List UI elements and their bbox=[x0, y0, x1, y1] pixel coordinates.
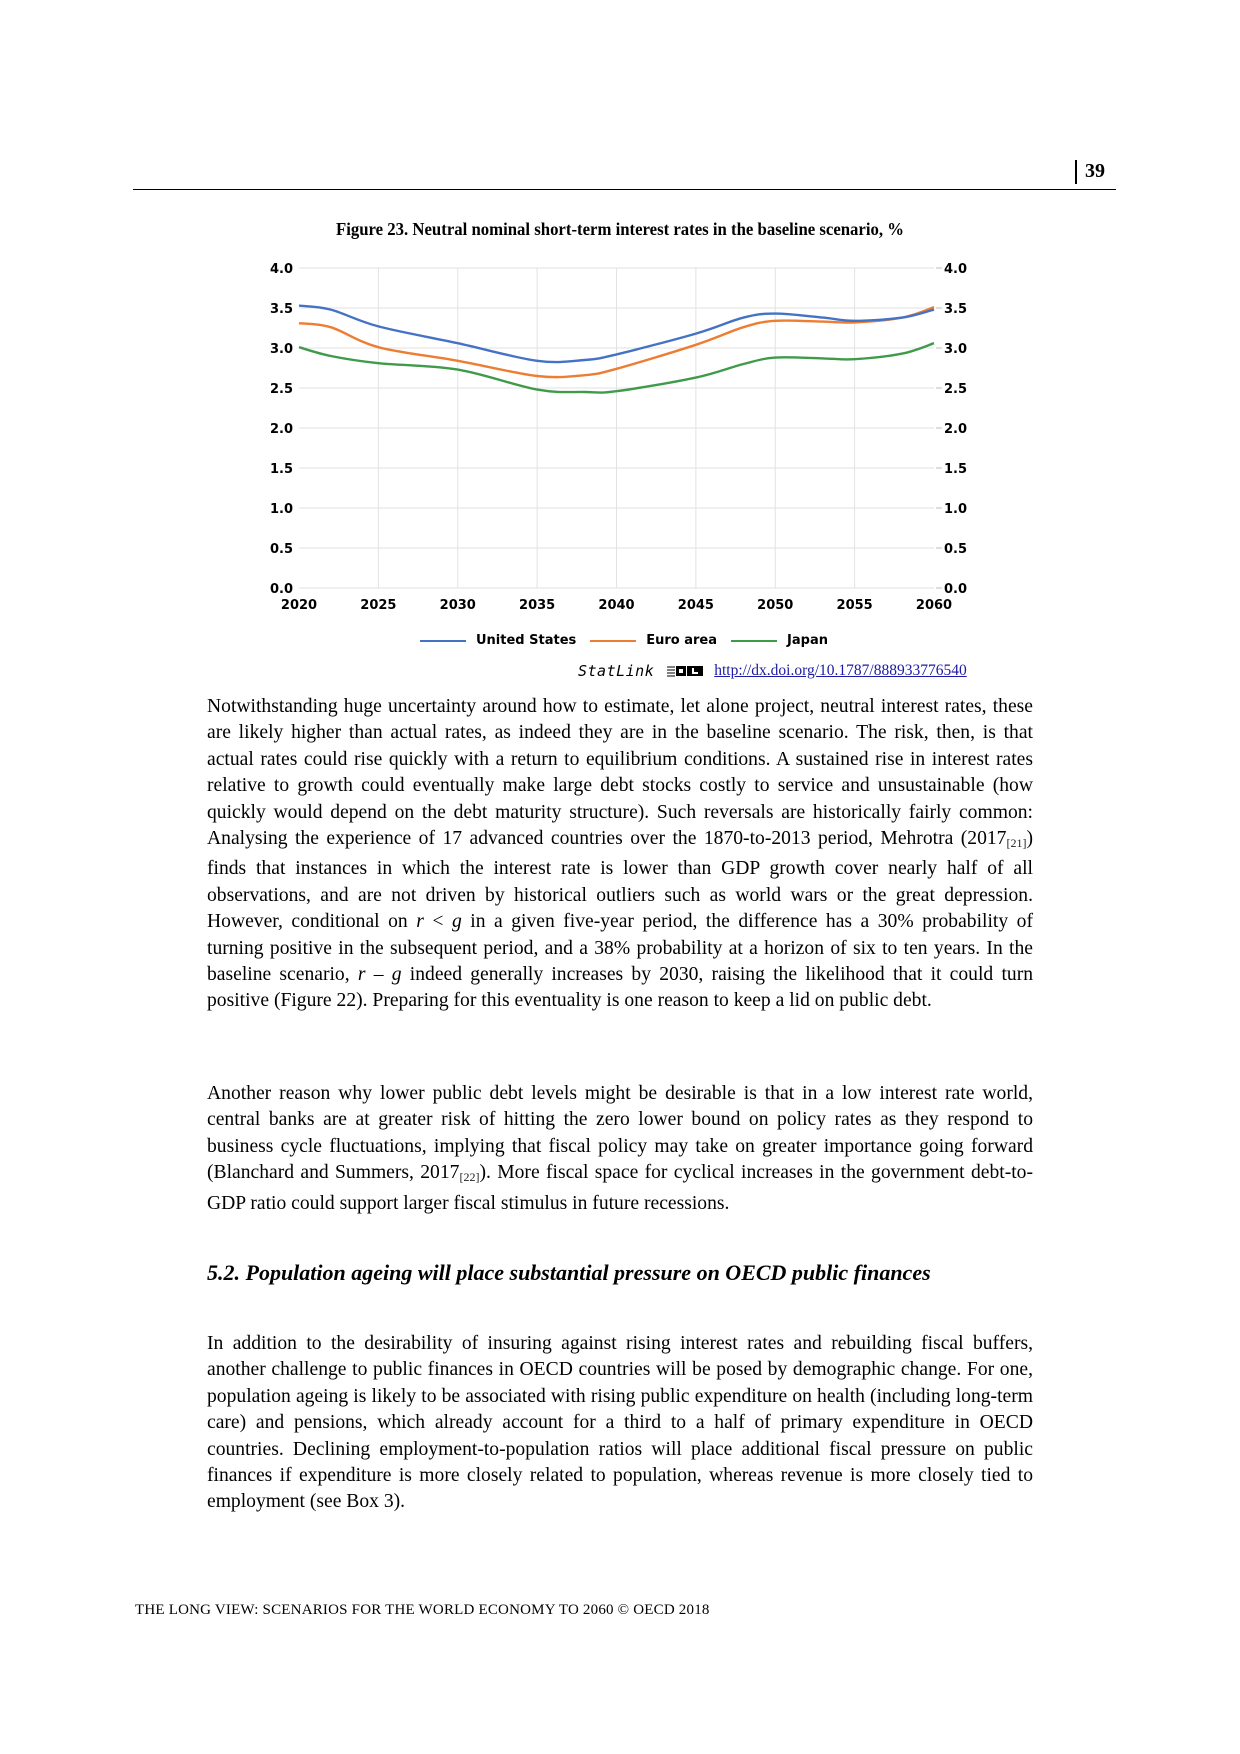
x-tick-label: 2020 bbox=[280, 598, 318, 613]
y-tick-label-right: 4.0 bbox=[944, 262, 968, 277]
citation-ref-22[interactable]: [22] bbox=[459, 1170, 480, 1185]
x-tick-label: 2045 bbox=[677, 598, 714, 613]
page-number: 39 bbox=[1075, 160, 1105, 184]
p1-text-a: Notwithstanding huge uncertainty around how to estimate, let alone project, neutral interest rates, these are likely higher than actual rates, as indeed they are in the baseline scenario. The risk, then, is that actual rates could rise quickly with a return to equilibrium conditions. A sustained rise in interest rates relative to growth could eventually make large debt stocks costly to service and unsustainable (how quickly would depend on the debt maturity structure). Such reversals are historically fairly common: Analysing the experience of 17 advanced countries over the 1870-to-2013 period, Mehrotra (2017 bbox=[207, 696, 1033, 850]
y-tick-label-right: 3.5 bbox=[944, 302, 968, 317]
y-tick-label-left: 0.0 bbox=[270, 582, 294, 597]
legend-swatch-euro-area bbox=[590, 640, 636, 642]
x-tick-label: 2030 bbox=[439, 598, 476, 613]
x-tick-label: 2060 bbox=[915, 598, 953, 613]
page-footer: THE LONG VIEW: SCENARIOS FOR THE WORLD ECONOMY TO 2060 © OECD 2018 bbox=[135, 1602, 710, 1618]
paragraph-1 bbox=[207, 694, 1033, 1015]
p2-text-b: ). More fiscal space for cyclical increases in the government debt-to-GDP ratio could support larger fiscal stimulus in future recessions. bbox=[207, 1162, 1033, 1214]
y-tick-label-left: 2.0 bbox=[270, 422, 294, 437]
y-tick-label-right: 0.0 bbox=[944, 582, 968, 597]
chart-grid bbox=[299, 268, 942, 588]
statlink bbox=[578, 662, 967, 680]
y-tick-label-right: 2.0 bbox=[944, 422, 968, 437]
y-axis-left bbox=[270, 262, 293, 597]
legend-label-united-states: United States bbox=[476, 633, 577, 648]
p1-minus: – bbox=[365, 964, 392, 986]
p1-text-d: indeed generally increases by 2030, raising the likelihood that it could turn positive (Figure 22). Preparing for this eventuality is one reason to keep a lid on public debt. bbox=[207, 964, 1034, 1012]
y-tick-label-right: 1.0 bbox=[944, 502, 968, 517]
p1-var-r2: r bbox=[357, 964, 366, 986]
x-tick-label: 2055 bbox=[836, 598, 873, 613]
p1-var-r: r bbox=[416, 911, 424, 933]
line-chart bbox=[0, 0, 1240, 620]
legend-swatch-united-states bbox=[420, 640, 466, 642]
x-tick-label: 2025 bbox=[360, 598, 397, 613]
y-tick-label-right: 2.5 bbox=[944, 382, 968, 397]
paragraph-2 bbox=[207, 1081, 1033, 1217]
statlink-url-link[interactable]: http://dx.doi.org/10.1787/888933776540 bbox=[714, 662, 967, 679]
statlink-label: StatLink bbox=[578, 662, 655, 680]
citation-ref-21[interactable]: [21] bbox=[1006, 836, 1027, 851]
y-tick-label-left: 4.0 bbox=[270, 262, 294, 277]
chart-legend bbox=[420, 633, 842, 648]
legend-item-japan bbox=[731, 633, 828, 648]
y-tick-label-left: 1.0 bbox=[270, 502, 294, 517]
legend-item-united-states bbox=[420, 633, 576, 648]
y-tick-label-right: 1.5 bbox=[944, 462, 968, 477]
y-tick-label-left: 3.5 bbox=[270, 302, 294, 317]
p1-var-g2: g bbox=[391, 964, 402, 986]
p1-lt: < bbox=[423, 911, 452, 933]
y-axis-right bbox=[944, 262, 967, 597]
x-axis bbox=[281, 598, 952, 613]
legend-label-euro-area: Euro area bbox=[646, 633, 718, 648]
y-tick-label-left: 3.0 bbox=[270, 342, 294, 357]
legend-label-japan: Japan bbox=[787, 633, 828, 648]
y-tick-label-left: 0.5 bbox=[270, 542, 294, 557]
x-tick-label: 2040 bbox=[598, 598, 635, 613]
figure-title: Figure 23. Neutral nominal short-term interest rates in the baseline scenario, % bbox=[336, 219, 904, 239]
p1-var-g: g bbox=[451, 911, 462, 933]
legend-item-euro-area bbox=[590, 633, 717, 648]
y-tick-label-right: 3.0 bbox=[944, 342, 968, 357]
x-tick-label: 2050 bbox=[757, 598, 794, 613]
y-tick-label-left: 2.5 bbox=[270, 382, 294, 397]
y-tick-label-right: 0.5 bbox=[944, 542, 968, 557]
p1-text-b: ) finds that instances in which the interest rate is lower than GDP growth cover nearly half of all observations, and are not driven by historical outliers such as world wars or the great depression. However, conditional on bbox=[207, 828, 1033, 933]
y-tick-label-left: 1.5 bbox=[270, 462, 294, 477]
statlink-logo-icon bbox=[666, 665, 704, 677]
paragraph-3: In addition to the desirability of insuring against rising interest rates and rebuilding fiscal buffers, another challenge to public finances in OECD countries will be posed by demographic change. For one, population ageing is likely to be associated with rising public expenditure on health (including long-term care) and pensions, which already account for a third to a half of primary expenditure in OECD countries. Declining employment-to-population ratios will place additional fiscal pressure on public finances if expenditure is more closely related to population, whereas revenue is more closely tied to employment (see Box 3). bbox=[207, 1333, 1033, 1513]
section-heading: 5.2. Population ageing will place substantial pressure on OECD public finances bbox=[207, 1260, 931, 1285]
legend-swatch-japan bbox=[731, 640, 777, 642]
p2-text-a: Another reason why lower public debt levels might be desirable is that in a low interest rate world, central banks are at greater risk of hitting the zero lower bound on policy rates as they respond to business cycle fluctuations, implying that fiscal policy may take on greater importance going forward (Blanchard and Summers, 2017 bbox=[207, 1083, 1033, 1184]
x-tick-label: 2035 bbox=[519, 598, 556, 613]
p1-text-c: in a given five-year period, the difference has a 30% probability of turning positive in the subsequent period, and a 38% probability at a horizon of six to ten years. In the baseline scenario, bbox=[207, 911, 1034, 986]
